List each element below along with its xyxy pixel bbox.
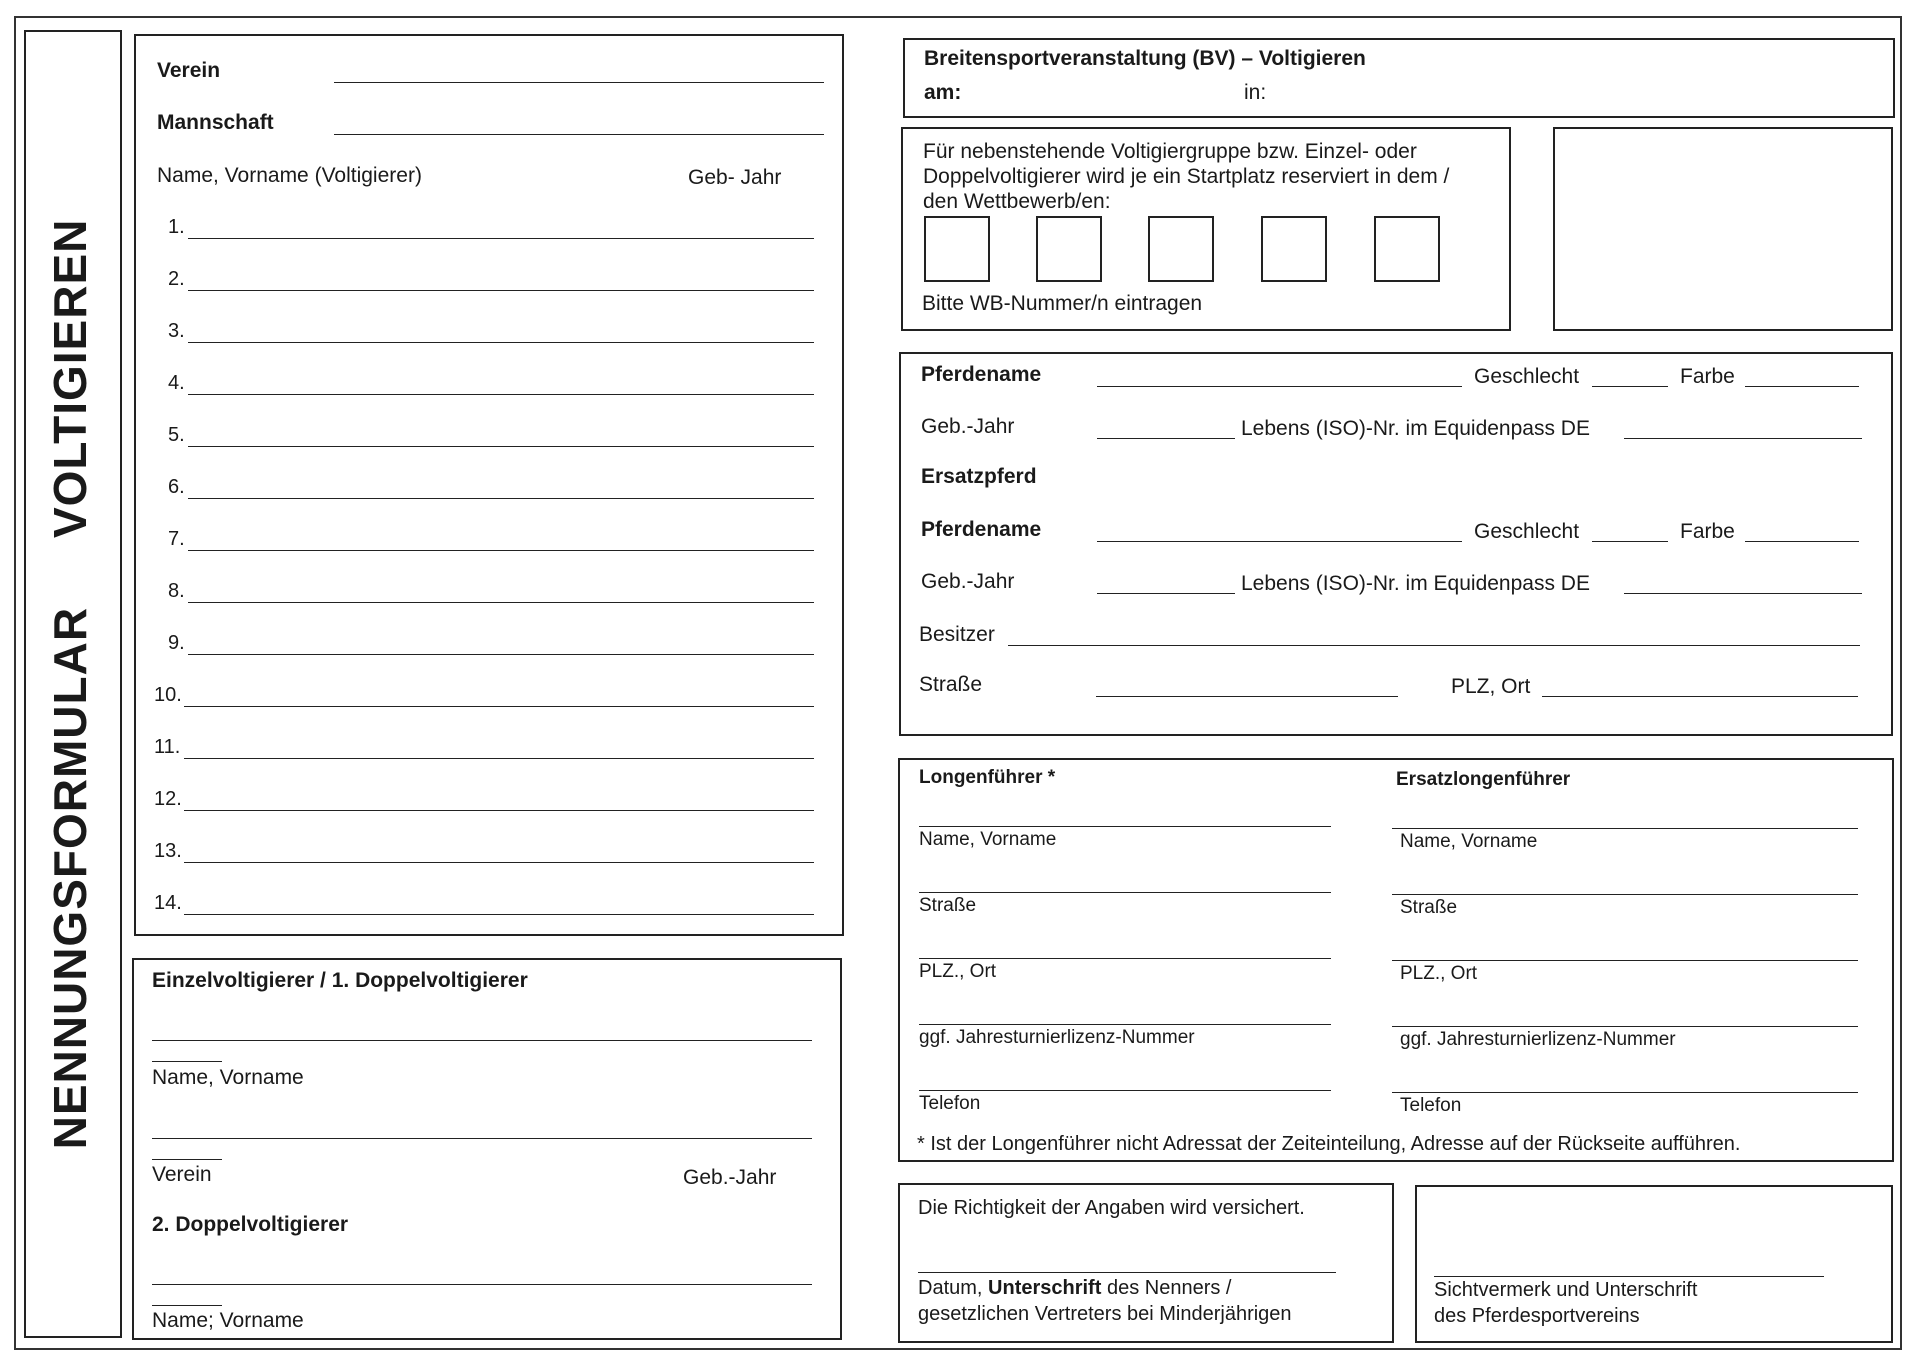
verein-label: Verein bbox=[157, 59, 221, 82]
reservation-text-line3: den Wettbewerb/en: bbox=[923, 190, 1111, 213]
wb-number-box[interactable] bbox=[1374, 216, 1440, 282]
club-stamp-caption-line2: des Pferdesportvereins bbox=[1434, 1305, 1640, 1327]
longe-strasse-label: Straße bbox=[919, 895, 977, 916]
reservation-hint: Bitte WB-Nummer/n eintragen bbox=[922, 292, 1203, 315]
longe-plz-input[interactable] bbox=[919, 958, 1331, 959]
voltigierer-input[interactable] bbox=[188, 446, 814, 447]
einzel-verein-label: Verein bbox=[152, 1163, 212, 1186]
short-underline bbox=[152, 1305, 222, 1306]
nenner-text: des Nenners / bbox=[1106, 1277, 1232, 1299]
row-number: 5. bbox=[168, 424, 185, 446]
row-number: 13. bbox=[154, 840, 182, 862]
lebensnummer-label: Lebens (ISO)-Nr. im Equidenpass DE bbox=[1241, 417, 1590, 440]
verein-input[interactable] bbox=[334, 82, 824, 83]
ersatzlonge-telefon-input[interactable] bbox=[1392, 1092, 1858, 1093]
lebensnummer2-label: Lebens (ISO)-Nr. im Equidenpass DE bbox=[1241, 572, 1590, 595]
voltigierer-input[interactable] bbox=[188, 602, 814, 603]
row-number: 6. bbox=[168, 476, 185, 498]
name-column-header: Name, Vorname (Voltigierer) bbox=[157, 164, 422, 187]
voltigierer-input[interactable] bbox=[188, 394, 814, 395]
row-number: 10. bbox=[154, 684, 182, 706]
ersatzlonge-plz-label: PLZ., Ort bbox=[1400, 963, 1478, 984]
wb-number-box[interactable] bbox=[924, 216, 990, 282]
short-underline bbox=[152, 1061, 222, 1062]
gebjahr-input[interactable] bbox=[1097, 438, 1235, 439]
besitzer-input[interactable] bbox=[1008, 645, 1860, 646]
reservation-text-line2: Doppelvoltigierer wird je ein Startplatz reserviert in dem / bbox=[923, 165, 1450, 188]
voltigierer-input[interactable] bbox=[184, 914, 814, 915]
lebensnummer-input[interactable] bbox=[1624, 438, 1862, 439]
geschlecht2-input[interactable] bbox=[1592, 541, 1668, 542]
farbe2-label: Farbe bbox=[1680, 520, 1735, 543]
voltigierer-input[interactable] bbox=[188, 498, 814, 499]
row-number: 2. bbox=[168, 268, 185, 290]
short-underline bbox=[152, 1159, 222, 1160]
event-date-label: am: bbox=[924, 81, 962, 104]
longe-telefon-label: Telefon bbox=[919, 1093, 981, 1114]
lebensnummer2-input[interactable] bbox=[1624, 593, 1862, 594]
mannschaft-label: Mannschaft bbox=[157, 111, 274, 134]
wb-number-box[interactable] bbox=[1036, 216, 1102, 282]
voltigierer-input[interactable] bbox=[188, 290, 814, 291]
voltigierer-input[interactable] bbox=[188, 342, 814, 343]
longe-lizenz-label: ggf. Jahresturnierlizenz-Nummer bbox=[919, 1027, 1195, 1048]
gebjahr-label: Geb.-Jahr bbox=[921, 415, 1015, 438]
pferdename2-input[interactable] bbox=[1097, 541, 1462, 542]
ersatzpferd-heading: Ersatzpferd bbox=[921, 465, 1037, 488]
longe-footnote: * Ist der Longenführer nicht Adressat der Zeiteinteilung, Adresse auf der Rückseite aufführen. bbox=[917, 1133, 1741, 1155]
single-double-section bbox=[132, 958, 842, 1340]
club-stamp-caption-line1: Sichtvermerk und Unterschrift bbox=[1434, 1279, 1698, 1301]
longe-lizenz-input[interactable] bbox=[919, 1024, 1331, 1025]
einzel-name-label: Name, Vorname bbox=[152, 1066, 304, 1089]
datum-text: Datum, bbox=[918, 1277, 983, 1299]
ersatzlonge-lizenz-input[interactable] bbox=[1392, 1026, 1858, 1027]
pferdename2-label: Pferdename bbox=[921, 518, 1042, 541]
ersatzlonge-telefon-label: Telefon bbox=[1400, 1095, 1462, 1116]
strasse-label: Straße bbox=[919, 673, 983, 696]
ersatzlonge-strasse-label: Straße bbox=[1400, 897, 1458, 918]
club-signature-input[interactable] bbox=[1434, 1276, 1824, 1277]
farbe-input[interactable] bbox=[1745, 386, 1859, 387]
einzel-verein-input[interactable] bbox=[152, 1138, 812, 1139]
einzel-year-label: Geb.-Jahr bbox=[683, 1166, 777, 1189]
longe-name-input[interactable] bbox=[919, 826, 1331, 827]
reservation-text-line1: Für nebenstehende Voltigiergruppe bzw. Einzel- oder bbox=[923, 140, 1417, 163]
farbe-label: Farbe bbox=[1680, 365, 1735, 388]
doppel-name-label: Name; Vorname bbox=[152, 1309, 304, 1332]
voltigierer-input[interactable] bbox=[188, 238, 814, 239]
voltigierer-input[interactable] bbox=[184, 810, 814, 811]
unterschrift-text: Unterschrift bbox=[988, 1277, 1102, 1299]
mannschaft-input[interactable] bbox=[334, 134, 824, 135]
longe-heading: Longenführer * bbox=[919, 767, 1056, 788]
voltigierer-input[interactable] bbox=[184, 706, 814, 707]
ersatzlonge-plz-input[interactable] bbox=[1392, 960, 1858, 961]
pferdename-label: Pferdename bbox=[921, 363, 1042, 386]
row-number: 1. bbox=[168, 216, 185, 238]
form-title-part2: VOLTIGIEREN bbox=[44, 218, 96, 539]
horse-section bbox=[899, 352, 1893, 736]
ersatzlonge-lizenz-label: ggf. Jahresturnierlizenz-Nummer bbox=[1400, 1029, 1676, 1050]
longe-plz-label: PLZ., Ort bbox=[919, 961, 997, 982]
plz-ort-label: PLZ, Ort bbox=[1451, 675, 1531, 698]
geschlecht-label: Geschlecht bbox=[1474, 365, 1580, 388]
ersatzlonge-strasse-input[interactable] bbox=[1392, 894, 1858, 895]
longe-strasse-input[interactable] bbox=[919, 892, 1331, 893]
signature-caption bbox=[918, 1278, 1231, 1298]
event-title: Breitensportveranstaltung (BV) – Voltigieren bbox=[924, 47, 1366, 70]
voltigierer-input[interactable] bbox=[188, 654, 814, 655]
besitzer-label: Besitzer bbox=[919, 623, 995, 646]
ersatzlonge-heading: Ersatzlongenführer bbox=[1396, 769, 1571, 790]
geschlecht2-label: Geschlecht bbox=[1474, 520, 1580, 543]
confirmation-text: Die Richtigkeit der Angaben wird versichert. bbox=[918, 1197, 1305, 1219]
row-number: 11. bbox=[154, 736, 181, 758]
longe-name-label: Name, Vorname bbox=[919, 829, 1057, 850]
voltigierer-input[interactable] bbox=[184, 758, 814, 759]
wb-number-box[interactable] bbox=[1261, 216, 1327, 282]
longe-telefon-input[interactable] bbox=[919, 1090, 1331, 1091]
row-number: 12. bbox=[154, 788, 182, 810]
einzel-heading: Einzelvoltigierer / 1. Doppelvoltigierer bbox=[152, 969, 528, 992]
geschlecht-input[interactable] bbox=[1592, 386, 1668, 387]
year-column-header: Geb- Jahr bbox=[688, 166, 782, 189]
row-number: 4. bbox=[168, 372, 185, 394]
farbe2-input[interactable] bbox=[1745, 541, 1859, 542]
doppel-name-input[interactable] bbox=[152, 1284, 812, 1285]
gebjahr2-input[interactable] bbox=[1097, 593, 1235, 594]
ersatzlonge-name-label: Name, Vorname bbox=[1400, 831, 1538, 852]
row-number: 8. bbox=[168, 580, 185, 602]
doppel-heading: 2. Doppelvoltigierer bbox=[152, 1213, 349, 1236]
strasse-input[interactable] bbox=[1096, 696, 1398, 697]
signature-caption-line2: gesetzlichen Vertreters bei Minderjährigen bbox=[918, 1303, 1292, 1325]
voltigierer-input[interactable] bbox=[188, 550, 814, 551]
einzel-name-input[interactable] bbox=[152, 1040, 812, 1041]
voltigierer-input[interactable] bbox=[184, 862, 814, 863]
plz-ort-input[interactable] bbox=[1542, 696, 1858, 697]
form-title bbox=[40, 114, 100, 1254]
row-number: 3. bbox=[168, 320, 185, 342]
row-number: 9. bbox=[168, 632, 185, 654]
event-place-label: in: bbox=[1244, 81, 1267, 104]
row-number: 7. bbox=[168, 528, 185, 550]
gebjahr2-label: Geb.-Jahr bbox=[921, 570, 1015, 593]
ersatzlonge-name-input[interactable] bbox=[1392, 828, 1858, 829]
stamp-box bbox=[1553, 127, 1893, 331]
wb-number-box[interactable] bbox=[1148, 216, 1214, 282]
signature-input[interactable] bbox=[918, 1272, 1336, 1273]
form-title-part1: NENNUNGSFORMULAR bbox=[44, 606, 96, 1150]
row-number: 14. bbox=[154, 892, 182, 914]
pferdename-input[interactable] bbox=[1097, 386, 1462, 387]
